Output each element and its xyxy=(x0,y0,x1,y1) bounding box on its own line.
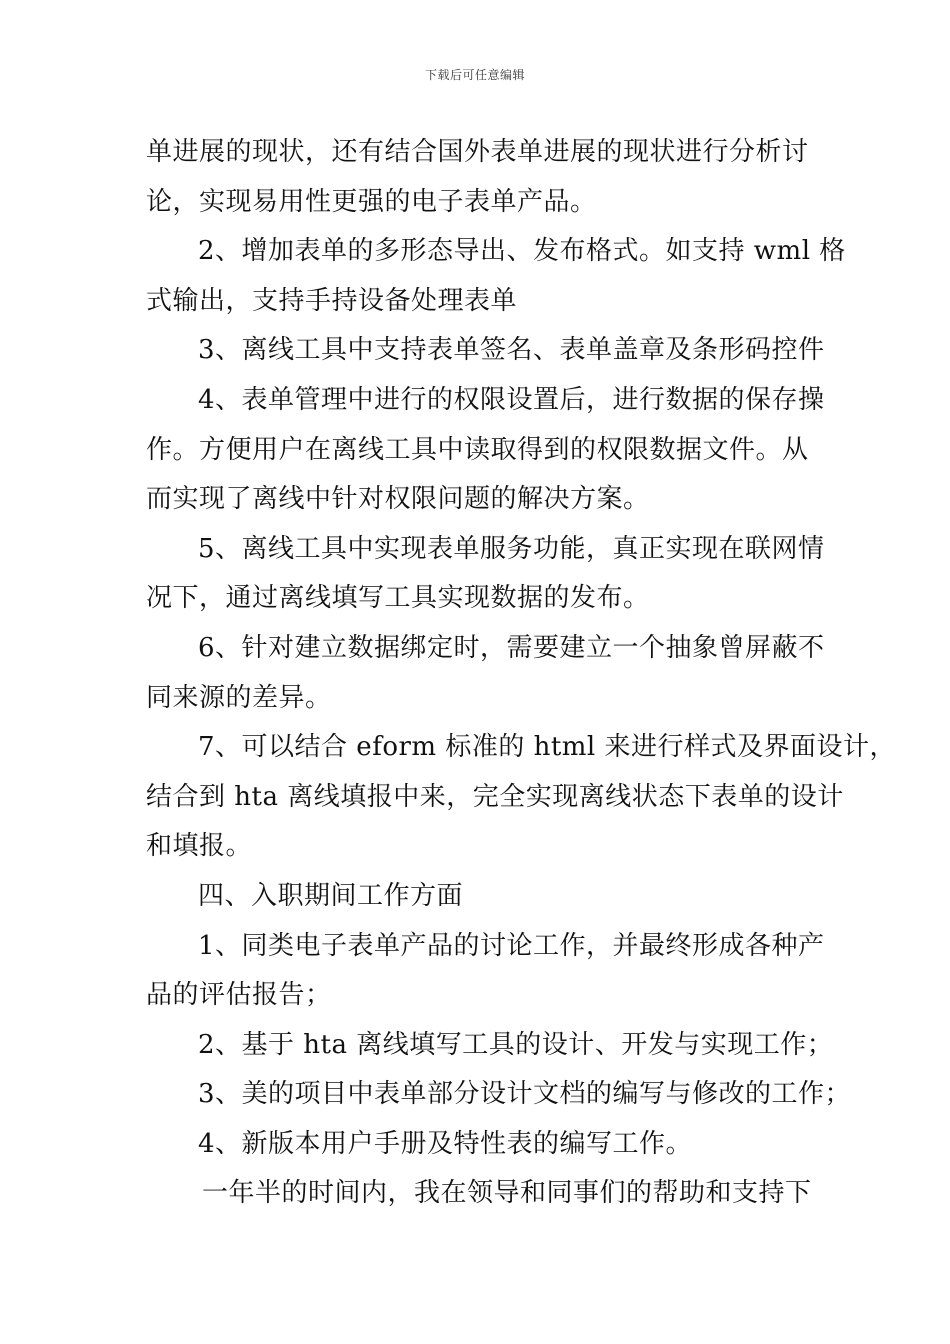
text-line: 3、离线工具中支持表单签名、表单盖章及条形码控件 xyxy=(198,335,825,366)
text-line: 5、离线工具中实现表单服务功能，真正实现在联网情 xyxy=(198,533,825,564)
text-line: 结合到 hta 离线填报中来，完全实现离线状态下表单的设计 xyxy=(146,781,844,812)
text-line: 7、可以结合 eform 标准的 html 来进行样式及界面设计， xyxy=(198,732,897,763)
text-line: 和填报。 xyxy=(146,831,253,862)
text-line: 式输出，支持手持设备处理表单 xyxy=(146,285,518,316)
text-line: 2、基于 hta 离线填写工具的设计、开发与实现工作； xyxy=(198,1029,834,1060)
text-line: 1、同类电子表单产品的讨论工作，并最终形成各种产 xyxy=(198,930,825,961)
text-line: 4、表单管理中进行的权限设置后，进行数据的保存操 xyxy=(198,384,825,415)
text-line: 3、美的项目中表单部分设计文档的编写与修改的工作； xyxy=(198,1079,852,1110)
text-line: 况下，通过离线填写工具实现数据的发布。 xyxy=(146,583,650,614)
text-line: 作。方便用户在离线工具中读取得到的权限数据文件。从 xyxy=(146,434,809,465)
text-line: 单进展的现状，还有结合国外表单进展的现状进行分析讨 xyxy=(146,137,809,167)
text-line: 6、针对建立数据绑定时，需要建立一个抽象曾屏蔽不 xyxy=(198,632,825,663)
section-heading: 四、入职期间工作方面 xyxy=(198,880,464,911)
page-header: 下载后可任意编辑 xyxy=(424,68,525,82)
text-line: 同来源的差异。 xyxy=(146,682,332,713)
text-line: 2、增加表单的多形态导出、发布格式。如支持 wml 格 xyxy=(198,236,846,267)
text-line: 一年半的时间内，我在领导和同事们的帮助和支持下 xyxy=(202,1178,812,1209)
document-body xyxy=(146,128,897,1219)
text-line: 4、新版本用户手册及特性表的编写工作。 xyxy=(198,1128,693,1159)
text-line: 论，实现易用性更强的电子表单产品。 xyxy=(146,186,597,217)
text-line: 品的评估报告； xyxy=(146,980,332,1011)
text-line: 而实现了离线中针对权限问题的解决方案。 xyxy=(146,484,650,515)
